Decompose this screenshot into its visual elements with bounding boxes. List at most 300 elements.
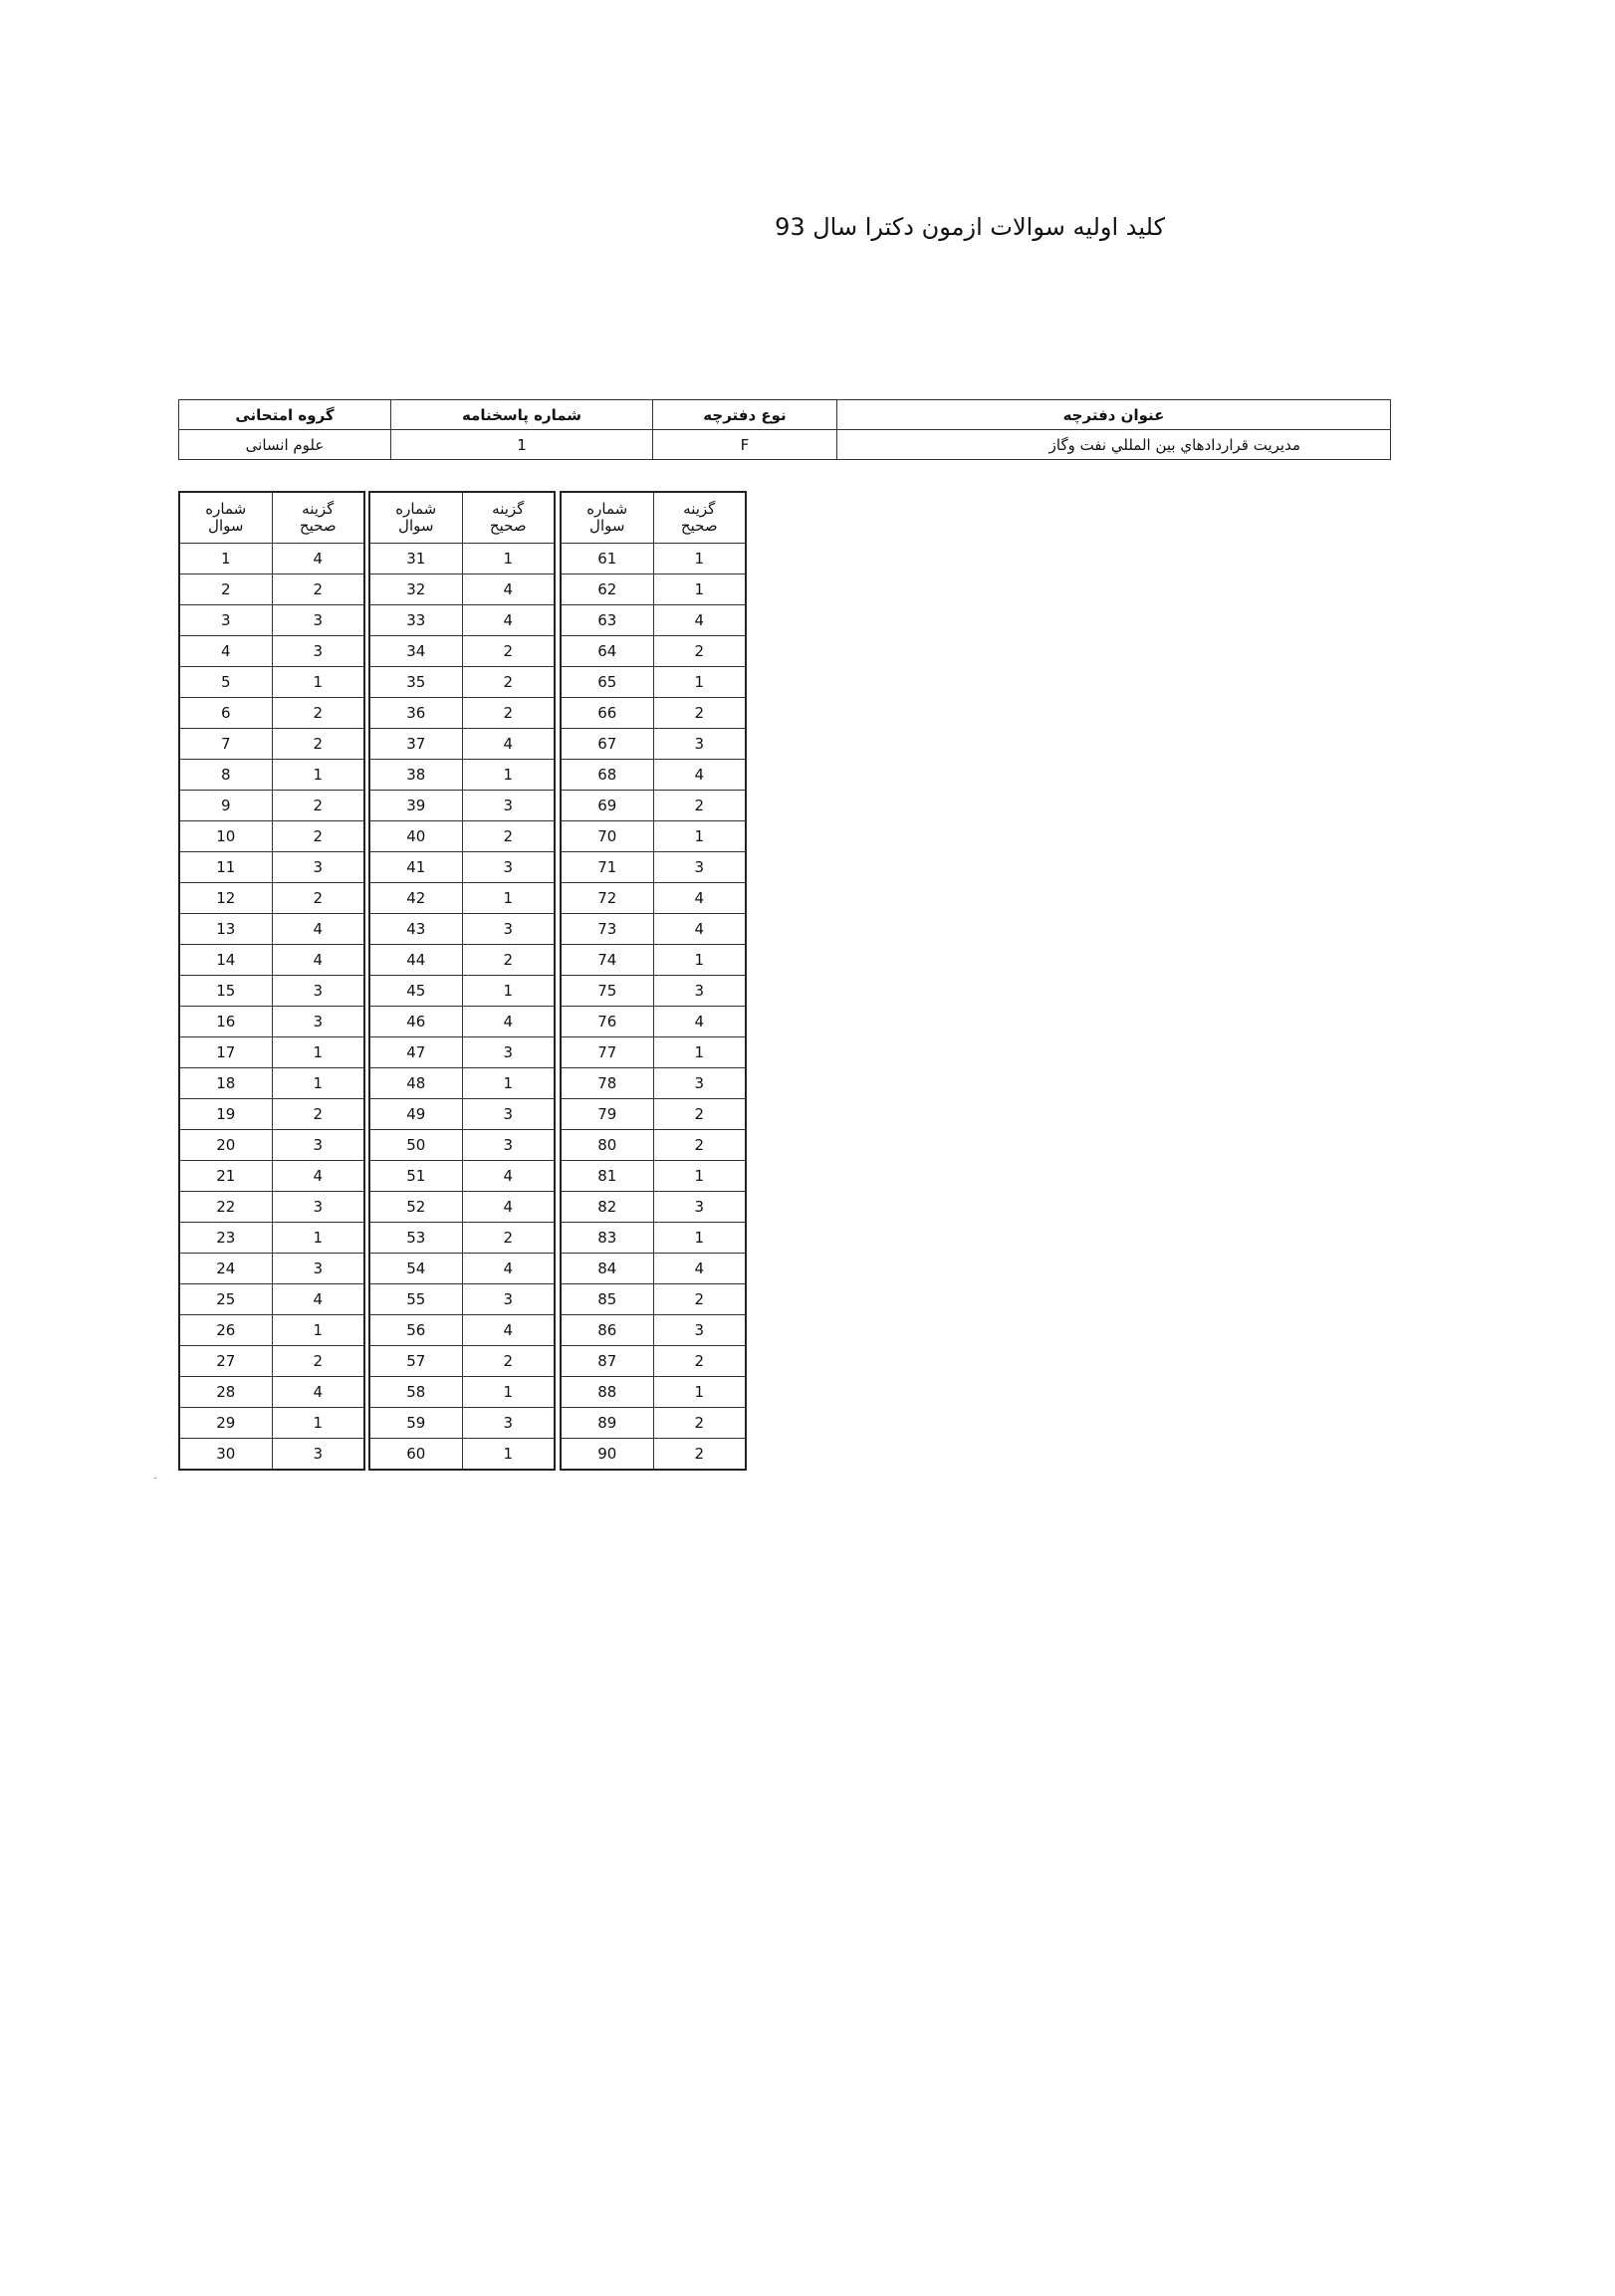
correct-option-header-line: گزینه [302, 500, 335, 518]
answer-key-block-2 [368, 491, 556, 1471]
table-row [369, 667, 555, 698]
question-number-cell: 5 [179, 667, 272, 698]
booklet-title-header: عنوان دفترچه [837, 400, 1391, 430]
table-row [179, 1254, 364, 1284]
correct-option-cell: 1 [462, 1439, 555, 1471]
table-row [179, 1346, 364, 1377]
correct-option-cell: 1 [272, 1315, 364, 1346]
table-row [369, 760, 555, 791]
question-number-cell: 29 [179, 1408, 272, 1439]
correct-option-cell: 1 [272, 1223, 364, 1254]
question-number-cell: 4 [179, 636, 272, 667]
table-row [561, 544, 746, 574]
table-row [561, 1223, 746, 1254]
table-row [179, 729, 364, 760]
correct-option-cell: 2 [653, 1099, 746, 1130]
table-row [179, 544, 364, 574]
question-number-cell: 52 [369, 1192, 462, 1223]
correct-option-cell: 3 [653, 852, 746, 883]
correct-option-header [653, 492, 746, 544]
question-number-cell: 36 [369, 698, 462, 729]
table-row [179, 1315, 364, 1346]
table-row [179, 574, 364, 605]
correct-option-cell: 3 [272, 852, 364, 883]
correct-option-cell: 2 [272, 698, 364, 729]
correct-option-cell: 2 [272, 729, 364, 760]
question-number-cell: 40 [369, 821, 462, 852]
correct-option-cell: 1 [653, 544, 746, 574]
correct-option-cell: 3 [653, 1192, 746, 1223]
table-row [561, 914, 746, 945]
question-number-cell: 15 [179, 976, 272, 1007]
question-number-cell: 60 [369, 1439, 462, 1471]
table-row [179, 914, 364, 945]
info-header-row [179, 400, 1391, 430]
correct-option-header [272, 492, 364, 544]
table-row [179, 852, 364, 883]
question-number-cell: 11 [179, 852, 272, 883]
question-number-cell: 32 [369, 574, 462, 605]
question-number-cell: 6 [179, 698, 272, 729]
table-row [369, 1007, 555, 1037]
correct-option-header [462, 492, 555, 544]
question-number-cell: 24 [179, 1254, 272, 1284]
correct-option-cell: 2 [462, 667, 555, 698]
question-number-cell: 75 [561, 976, 653, 1007]
question-number-cell: 76 [561, 1007, 653, 1037]
question-number-cell: 50 [369, 1130, 462, 1161]
question-number-cell: 77 [561, 1037, 653, 1068]
correct-option-cell: 1 [653, 945, 746, 976]
question-number-cell: 53 [369, 1223, 462, 1254]
correct-option-cell: 3 [653, 1315, 746, 1346]
exam-group-header: گروه امتحانی [179, 400, 391, 430]
question-number-cell: 61 [561, 544, 653, 574]
correct-option-cell: 2 [462, 1346, 555, 1377]
question-number-cell: 9 [179, 791, 272, 821]
question-number-cell: 28 [179, 1377, 272, 1408]
table-row [369, 1284, 555, 1315]
question-number-cell: 38 [369, 760, 462, 791]
correct-option-cell: 1 [462, 883, 555, 914]
table-row [561, 1254, 746, 1284]
question-number-cell: 20 [179, 1130, 272, 1161]
table-row [369, 1099, 555, 1130]
correct-option-cell: 1 [653, 574, 746, 605]
table-row [369, 914, 555, 945]
question-number-cell: 65 [561, 667, 653, 698]
correct-option-cell: 3 [653, 729, 746, 760]
question-number-header [369, 492, 462, 544]
correct-option-cell: 3 [462, 791, 555, 821]
table-row [179, 1284, 364, 1315]
correct-option-cell: 4 [272, 1284, 364, 1315]
correct-option-header-line: گزینه [683, 500, 716, 518]
question-number-cell: 2 [179, 574, 272, 605]
table-row [369, 729, 555, 760]
table-row [561, 821, 746, 852]
question-number-header-line: شماره [395, 500, 437, 518]
table-row [369, 1037, 555, 1068]
question-number-cell: 31 [369, 544, 462, 574]
table-row [561, 1284, 746, 1315]
table-row [369, 574, 555, 605]
correct-option-cell: 1 [272, 1408, 364, 1439]
correct-option-cell: 2 [653, 1408, 746, 1439]
question-number-cell: 21 [179, 1161, 272, 1192]
question-number-header-line: سوال [208, 517, 244, 535]
table-row [179, 821, 364, 852]
table-row [369, 1439, 555, 1471]
correct-option-cell: 1 [272, 667, 364, 698]
question-number-cell: 3 [179, 605, 272, 636]
table-row [561, 698, 746, 729]
question-number-cell: 72 [561, 883, 653, 914]
question-number-cell: 44 [369, 945, 462, 976]
question-number-cell: 82 [561, 1192, 653, 1223]
correct-option-cell: 2 [653, 1439, 746, 1471]
correct-option-header-line: صحیح [299, 517, 337, 535]
correct-option-cell: 2 [653, 791, 746, 821]
correct-option-cell: 1 [462, 544, 555, 574]
table-row [561, 729, 746, 760]
correct-option-header-line: صحیح [680, 517, 718, 535]
correct-option-cell: 1 [653, 1037, 746, 1068]
question-number-cell: 87 [561, 1346, 653, 1377]
question-number-cell: 48 [369, 1068, 462, 1099]
question-number-cell: 57 [369, 1346, 462, 1377]
table-row [561, 1099, 746, 1130]
question-number-cell: 10 [179, 821, 272, 852]
correct-option-cell: 1 [653, 1161, 746, 1192]
question-number-cell: 49 [369, 1099, 462, 1130]
question-number-cell: 89 [561, 1408, 653, 1439]
correct-option-cell: 1 [653, 1223, 746, 1254]
question-number-cell: 19 [179, 1099, 272, 1130]
correct-option-cell: 4 [653, 605, 746, 636]
question-number-header [179, 492, 272, 544]
question-number-cell: 55 [369, 1284, 462, 1315]
question-number-header-line: شماره [205, 500, 247, 518]
table-row [179, 698, 364, 729]
table-row [369, 1130, 555, 1161]
correct-option-cell: 2 [653, 698, 746, 729]
table-row [179, 1007, 364, 1037]
correct-option-cell: 4 [272, 945, 364, 976]
correct-option-cell: 3 [272, 976, 364, 1007]
question-number-cell: 84 [561, 1254, 653, 1284]
correct-option-cell: 1 [462, 976, 555, 1007]
correct-option-cell: 4 [462, 1315, 555, 1346]
key-header-row [369, 492, 555, 544]
correct-option-cell: 1 [653, 821, 746, 852]
correct-option-cell: 3 [462, 1284, 555, 1315]
correct-option-cell: 1 [653, 1377, 746, 1408]
question-number-cell: 67 [561, 729, 653, 760]
correct-option-cell: 2 [272, 1346, 364, 1377]
table-row [179, 1223, 364, 1254]
table-row [179, 1161, 364, 1192]
correct-option-cell: 3 [462, 852, 555, 883]
table-row [369, 883, 555, 914]
question-number-cell: 8 [179, 760, 272, 791]
table-row [369, 1192, 555, 1223]
question-number-cell: 70 [561, 821, 653, 852]
question-number-cell: 39 [369, 791, 462, 821]
correct-option-cell: 3 [272, 1007, 364, 1037]
table-row [561, 791, 746, 821]
key-header-row [179, 492, 364, 544]
correct-option-cell: 3 [272, 1192, 364, 1223]
table-row [369, 1223, 555, 1254]
correct-option-header-line: صحیح [489, 517, 527, 535]
question-number-cell: 17 [179, 1037, 272, 1068]
question-number-cell: 12 [179, 883, 272, 914]
question-number-cell: 80 [561, 1130, 653, 1161]
table-row [561, 976, 746, 1007]
correct-option-cell: 4 [462, 729, 555, 760]
correct-option-cell: 2 [653, 1130, 746, 1161]
correct-option-cell: 1 [462, 760, 555, 791]
correct-option-cell: 2 [462, 698, 555, 729]
exam-group-value: علوم انسانی [179, 430, 391, 460]
correct-option-cell: 1 [272, 1037, 364, 1068]
table-row [179, 760, 364, 791]
question-number-cell: 34 [369, 636, 462, 667]
question-number-cell: 30 [179, 1439, 272, 1471]
table-row [561, 1068, 746, 1099]
correct-option-cell: 4 [653, 760, 746, 791]
correct-option-cell: 4 [272, 544, 364, 574]
answer-sheet-number-header: شماره پاسخنامه [391, 400, 653, 430]
correct-option-cell: 4 [462, 605, 555, 636]
correct-option-cell: 4 [462, 574, 555, 605]
correct-option-cell: 2 [272, 821, 364, 852]
correct-option-cell: 4 [462, 1192, 555, 1223]
table-row [561, 852, 746, 883]
page-title: کلید اولیه سوالات ازمون دکترا سال 93 [775, 213, 1165, 241]
table-row [179, 605, 364, 636]
correct-option-cell: 3 [272, 1254, 364, 1284]
table-row [561, 1315, 746, 1346]
correct-option-cell: 4 [653, 883, 746, 914]
question-number-cell: 45 [369, 976, 462, 1007]
table-row [561, 1439, 746, 1471]
question-number-cell: 7 [179, 729, 272, 760]
info-value-row [179, 430, 1391, 460]
table-row [179, 1099, 364, 1130]
question-number-cell: 23 [179, 1223, 272, 1254]
correct-option-cell: 4 [462, 1007, 555, 1037]
answer-sheet-number-value: 1 [391, 430, 653, 460]
table-row [369, 605, 555, 636]
correct-option-cell: 4 [272, 914, 364, 945]
correct-option-cell: 3 [272, 636, 364, 667]
question-number-cell: 63 [561, 605, 653, 636]
question-number-cell: 58 [369, 1377, 462, 1408]
question-number-cell: 81 [561, 1161, 653, 1192]
table-row [179, 1037, 364, 1068]
question-number-cell: 59 [369, 1408, 462, 1439]
question-number-cell: 54 [369, 1254, 462, 1284]
table-row [561, 636, 746, 667]
question-number-cell: 46 [369, 1007, 462, 1037]
table-row [179, 636, 364, 667]
correct-option-cell: 2 [653, 1284, 746, 1315]
table-row [561, 1408, 746, 1439]
table-row [179, 1377, 364, 1408]
table-row [561, 1161, 746, 1192]
table-row [369, 791, 555, 821]
table-row [369, 852, 555, 883]
question-number-cell: 66 [561, 698, 653, 729]
correct-option-cell: 3 [462, 1037, 555, 1068]
correct-option-cell: 2 [462, 1223, 555, 1254]
correct-option-cell: 2 [462, 636, 555, 667]
table-row [561, 945, 746, 976]
question-number-cell: 27 [179, 1346, 272, 1377]
correct-option-cell: 2 [653, 1346, 746, 1377]
question-number-cell: 16 [179, 1007, 272, 1037]
table-row [179, 945, 364, 976]
table-row [369, 976, 555, 1007]
question-number-cell: 26 [179, 1315, 272, 1346]
correct-option-cell: 1 [272, 760, 364, 791]
question-number-cell: 33 [369, 605, 462, 636]
table-row [561, 574, 746, 605]
question-number-cell: 41 [369, 852, 462, 883]
question-number-cell: 47 [369, 1037, 462, 1068]
table-row [179, 883, 364, 914]
correct-option-cell: 1 [653, 667, 746, 698]
correct-option-cell: 2 [462, 821, 555, 852]
question-number-cell: 25 [179, 1284, 272, 1315]
table-row [369, 821, 555, 852]
correct-option-header-line: گزینه [492, 500, 525, 518]
correct-option-cell: 4 [272, 1161, 364, 1192]
booklet-info-table [178, 399, 1391, 460]
correct-option-cell: 3 [462, 1408, 555, 1439]
correct-option-cell: 3 [653, 1068, 746, 1099]
question-number-cell: 62 [561, 574, 653, 605]
question-number-cell: 90 [561, 1439, 653, 1471]
table-row [561, 1346, 746, 1377]
correct-option-cell: 4 [272, 1377, 364, 1408]
correct-option-cell: 3 [653, 976, 746, 1007]
booklet-title-value: مدیریت قراردادهاي بين المللي نفت وگاز [837, 430, 1391, 460]
correct-option-cell: 3 [462, 1130, 555, 1161]
correct-option-cell: 1 [462, 1377, 555, 1408]
correct-option-cell: 4 [653, 1254, 746, 1284]
table-row [369, 1346, 555, 1377]
table-row [179, 1439, 364, 1471]
correct-option-cell: 3 [272, 605, 364, 636]
correct-option-cell: 2 [653, 636, 746, 667]
scan-speck [154, 1478, 156, 1479]
correct-option-cell: 4 [653, 914, 746, 945]
answer-key-block-1 [178, 491, 365, 1471]
table-row [179, 1130, 364, 1161]
table-row [179, 1408, 364, 1439]
table-row [369, 945, 555, 976]
table-row [369, 1068, 555, 1099]
correct-option-cell: 2 [272, 574, 364, 605]
question-number-cell: 56 [369, 1315, 462, 1346]
table-row [369, 636, 555, 667]
correct-option-cell: 2 [462, 945, 555, 976]
question-number-cell: 37 [369, 729, 462, 760]
correct-option-cell: 3 [462, 914, 555, 945]
table-row [561, 1007, 746, 1037]
table-row [369, 698, 555, 729]
booklet-type-header: نوع دفترچه [653, 400, 837, 430]
question-number-cell: 79 [561, 1099, 653, 1130]
question-number-header [561, 492, 653, 544]
table-row [179, 1068, 364, 1099]
question-number-cell: 22 [179, 1192, 272, 1223]
correct-option-cell: 1 [462, 1068, 555, 1099]
table-row [561, 1037, 746, 1068]
correct-option-cell: 1 [272, 1068, 364, 1099]
question-number-cell: 74 [561, 945, 653, 976]
question-number-cell: 13 [179, 914, 272, 945]
correct-option-cell: 3 [272, 1130, 364, 1161]
question-number-cell: 35 [369, 667, 462, 698]
question-number-cell: 68 [561, 760, 653, 791]
question-number-cell: 69 [561, 791, 653, 821]
question-number-cell: 85 [561, 1284, 653, 1315]
question-number-cell: 14 [179, 945, 272, 976]
table-row [561, 1192, 746, 1223]
table-row [179, 1192, 364, 1223]
table-row [561, 667, 746, 698]
question-number-cell: 88 [561, 1377, 653, 1408]
question-number-cell: 42 [369, 883, 462, 914]
question-number-cell: 78 [561, 1068, 653, 1099]
question-number-header-line: شماره [586, 500, 628, 518]
table-row [369, 1377, 555, 1408]
answer-key-block-3 [560, 491, 747, 1471]
question-number-cell: 43 [369, 914, 462, 945]
question-number-cell: 18 [179, 1068, 272, 1099]
question-number-header-line: سوال [589, 517, 625, 535]
question-number-cell: 83 [561, 1223, 653, 1254]
key-header-row [561, 492, 746, 544]
correct-option-cell: 3 [462, 1099, 555, 1130]
correct-option-cell: 2 [272, 883, 364, 914]
correct-option-cell: 3 [272, 1439, 364, 1471]
question-number-header-line: سوال [398, 517, 434, 535]
table-row [561, 605, 746, 636]
question-number-cell: 71 [561, 852, 653, 883]
correct-option-cell: 2 [272, 791, 364, 821]
table-row [369, 1161, 555, 1192]
correct-option-cell: 4 [462, 1161, 555, 1192]
question-number-cell: 64 [561, 636, 653, 667]
table-row [179, 667, 364, 698]
table-row [369, 544, 555, 574]
correct-option-cell: 4 [462, 1254, 555, 1284]
question-number-cell: 51 [369, 1161, 462, 1192]
table-row [561, 883, 746, 914]
table-row [179, 976, 364, 1007]
correct-option-cell: 4 [653, 1007, 746, 1037]
booklet-type-value: F [653, 430, 837, 460]
question-number-cell: 86 [561, 1315, 653, 1346]
table-row [561, 760, 746, 791]
question-number-cell: 1 [179, 544, 272, 574]
table-row [369, 1315, 555, 1346]
